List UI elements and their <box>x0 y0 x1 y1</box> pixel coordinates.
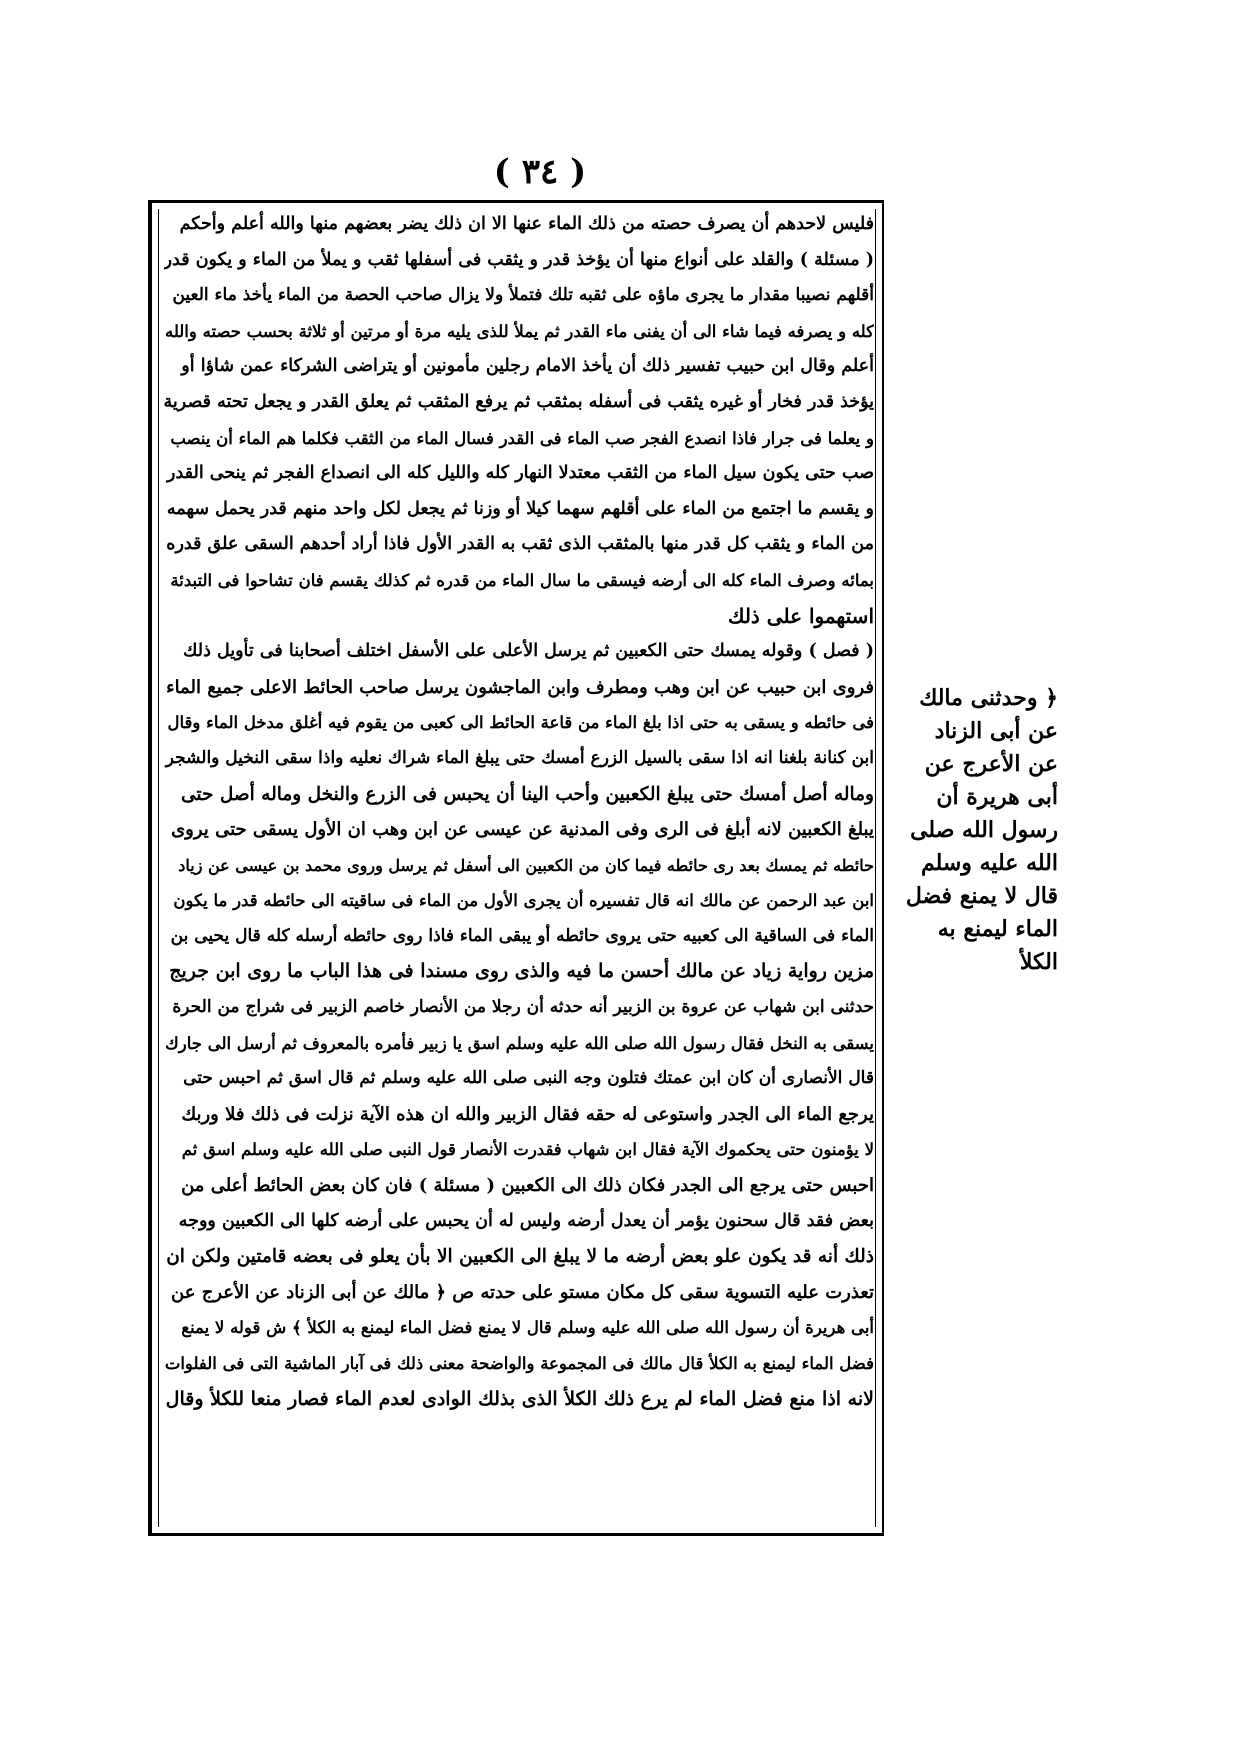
text-line: أقلهم نصيبا مقدار ما يجرى ماؤه على ثقبه تلك فتملأ ولا يزال صاحب الحصة من الماء يأخذ ماء العين <box>172 285 874 306</box>
text-line: حائطه ثم يمسك بعد رى حائطه فيما كان من الكعبين الى أسفل ثم يرسل وروى محمد بن عيسى عن زياد <box>178 855 874 875</box>
text-line: أعلم وقال ابن حبيب تفسير ذلك أن يأخذ الامام رجلين مأمونين أو يتراضى الشركاء عمن شاؤا أو <box>181 356 874 377</box>
text-line: بعض فقد قال سحنون يؤمر أن يعدل أرضه وليس له أن يحبس على أرضه كلها الى الكعبين ووجه <box>178 1210 874 1231</box>
text-line: تعذرت عليه التسوية سقى كل مكان مستو على حدته ص ﴿ مالك عن أبى الزناد عن الأعرج عن <box>171 1281 874 1303</box>
text-line: ابن كنانة بلغنا انه اذا سقى بالسيل الزرع أمسك حتى يبلغ الماء شراك نعليه واذا سقى النخيل والشجر <box>165 747 874 768</box>
text-line: الماء فى الساقية الى كعبيه حتى يروى حائطه أو يبقى الماء فاذا روى حائطه أرسله كله قال يحيى بن <box>170 925 874 946</box>
main-text-column <box>164 207 874 1417</box>
main-text-frame <box>148 200 884 1536</box>
text-line: حدثنى ابن شهاب عن عروة بن الزبير أنه حدثه أن رجلا من الأنصار خاصم الزبير فى شراج من الحرة <box>172 997 874 1018</box>
text-line: قال الأنصارى أن كان ابن عمتك فتلون وجه النبى صلى الله عليه وسلم ثم قال اسق ثم احبس حتى <box>183 1068 874 1089</box>
text-line: وماله أصل أمسك حتى يبلغ الكعبين وأحب الينا أن يحبس فى الزرع والنخل وماله أصل حتى <box>181 783 874 805</box>
text-line: و يقسم ما اجتمع من الماء على أقلهم سهما كيلا أو وزنا ثم يجعل لكل واحد منهم قدر يحمل سهمه <box>166 498 874 519</box>
text-line: فليس لاحدهم أن يصرف حصته من ذلك الماء عنها الا ان ذلك يضر بعضهم منها والله أعلم وأحكم <box>179 214 874 234</box>
margin-note: ﴿ وحدثنى مالك عن أبى الزناد عن الأعرج عن أبى هريرة أن رسول الله صلى الله عليه وسلم قال لا يمنع فضل الماء ليمنع به الكلأ <box>905 685 1058 975</box>
text-line: مزين رواية زياد عن مالك أحسن ما فيه والذى روى مسندا فى هذا الباب ما روى ابن جريج <box>169 960 874 983</box>
text-line: بمائه وصرف الماء كله الى أرضه فيسقى ما سال الماء من قدره ثم كذلك يقسم فان تشاحوا فى التبدئة <box>170 570 874 590</box>
text-line: من الماء و يثقب كل قدر منها بالمثقب الذى ثقب به القدر الأول فاذا أراد أحدهم السقى علق قدره <box>166 534 874 555</box>
text-line: احبس حتى يرجع الى الجدر فكان ذلك الى الكعبين ( مسئلة ) فان كان بعض الحائط أعلى من <box>181 1175 874 1197</box>
text-line: يسقى به النخل فقال رسول الله صلى الله عليه وسلم اسق يا زبير فأمره بالمعروف ثم أرسل الى جارك <box>165 1033 874 1053</box>
text-line: يرجع الماء الى الجدر واستوعى له حقه فقال الزبير والله ان هذه الآية نزلت فى ذلك فلا وربك <box>181 1103 874 1125</box>
text-line: فروى ابن حبيب عن ابن وهب ومطرف وابن الماجشون يرسل صاحب الحائط الاعلى جميع الماء <box>166 676 874 698</box>
text-line: فضل الماء ليمنع به الكلأ قال مالك فى المجموعة والواضحة معنى ذلك فى آبار الماشية التى فى الفلوات <box>164 1354 874 1373</box>
text-line: لانه اذا منع فضل الماء لم يرع ذلك الكلأ الذى بذلك الوادى لعدم الماء فصار منعا للكلأ وقال <box>165 1387 874 1410</box>
text-line: ابن عبد الرحمن عن مالك انه قال تفسيره أن يجرى الأول من الماء فى ساقيته الى حائطه قدر ما يكون <box>173 891 874 911</box>
text-line: أبى هريرة أن رسول الله صلى الله عليه وسلم قال لا يمنع فضل الماء ليمنع به الكلأ ﴾ ش قوله لا يمنع <box>181 1318 874 1338</box>
text-line: لا يؤمنون حتى يحكموك الآية فقال ابن شهاب فقدرت الأنصار قول النبى صلى الله عليه وسلم اسق ثم <box>181 1140 874 1160</box>
text-line: يبلغ الكعبين لانه أبلغ فى الرى وفى المدنية عن عيسى عن ابن وهب ان الأول يسقى حتى يروى <box>171 819 874 841</box>
text-line: صب حتى يكون سيل الماء من الثقب معتدلا النهار كله والليل كله الى انصداع الفجر ثم ينحى القدر <box>167 463 874 484</box>
text-line: ذلك أنه قد يكون علو بعض أرضه ما لا يبلغ الى الكعبين الا بأن يعلو فى بعضه قامتين ولكن ان <box>166 1246 874 1268</box>
page-number: ( ٣٤ ) <box>493 152 587 192</box>
text-line: فى حائطه و يسقى به حتى اذا بلغ الماء من قاعة الحائط الى كعبى من يقوم فيه أغلق مدخل الماء وقال <box>167 713 874 733</box>
text-line: استهموا على ذلك <box>727 603 874 628</box>
text-line: يؤخذ قدر فخار أو غيره يثقب فى أسفله بمثقب ثم يرفع المثقب ثم يعلق القدر و يجعل تحته قصرية <box>164 391 874 412</box>
text-line: ( فصل ) وقوله يمسك حتى الكعبين ثم يرسل الأعلى على الأسفل اختلف أصحابنا فى تأويل ذلك <box>183 641 874 662</box>
text-line: كله و يصرفه فيما شاء الى أن يفنى ماء القدر ثم يملأ للذى يليه مرة أو مرتين أو ثلاثة بحسب حصته والله <box>164 321 874 341</box>
text-line: ( مسئلة ) والقلد على أنواع منها أن يؤخذ قدر و يثقب فى أسفلها ثقب و يملأ من الماء و يكون قدر <box>164 249 874 270</box>
text-line: و يعلما فى جرار فاذا انصدع الفجر صب الماء فى القدر فسال الماء من الثقب فكلما هم الماء أن ينصب <box>170 428 874 448</box>
